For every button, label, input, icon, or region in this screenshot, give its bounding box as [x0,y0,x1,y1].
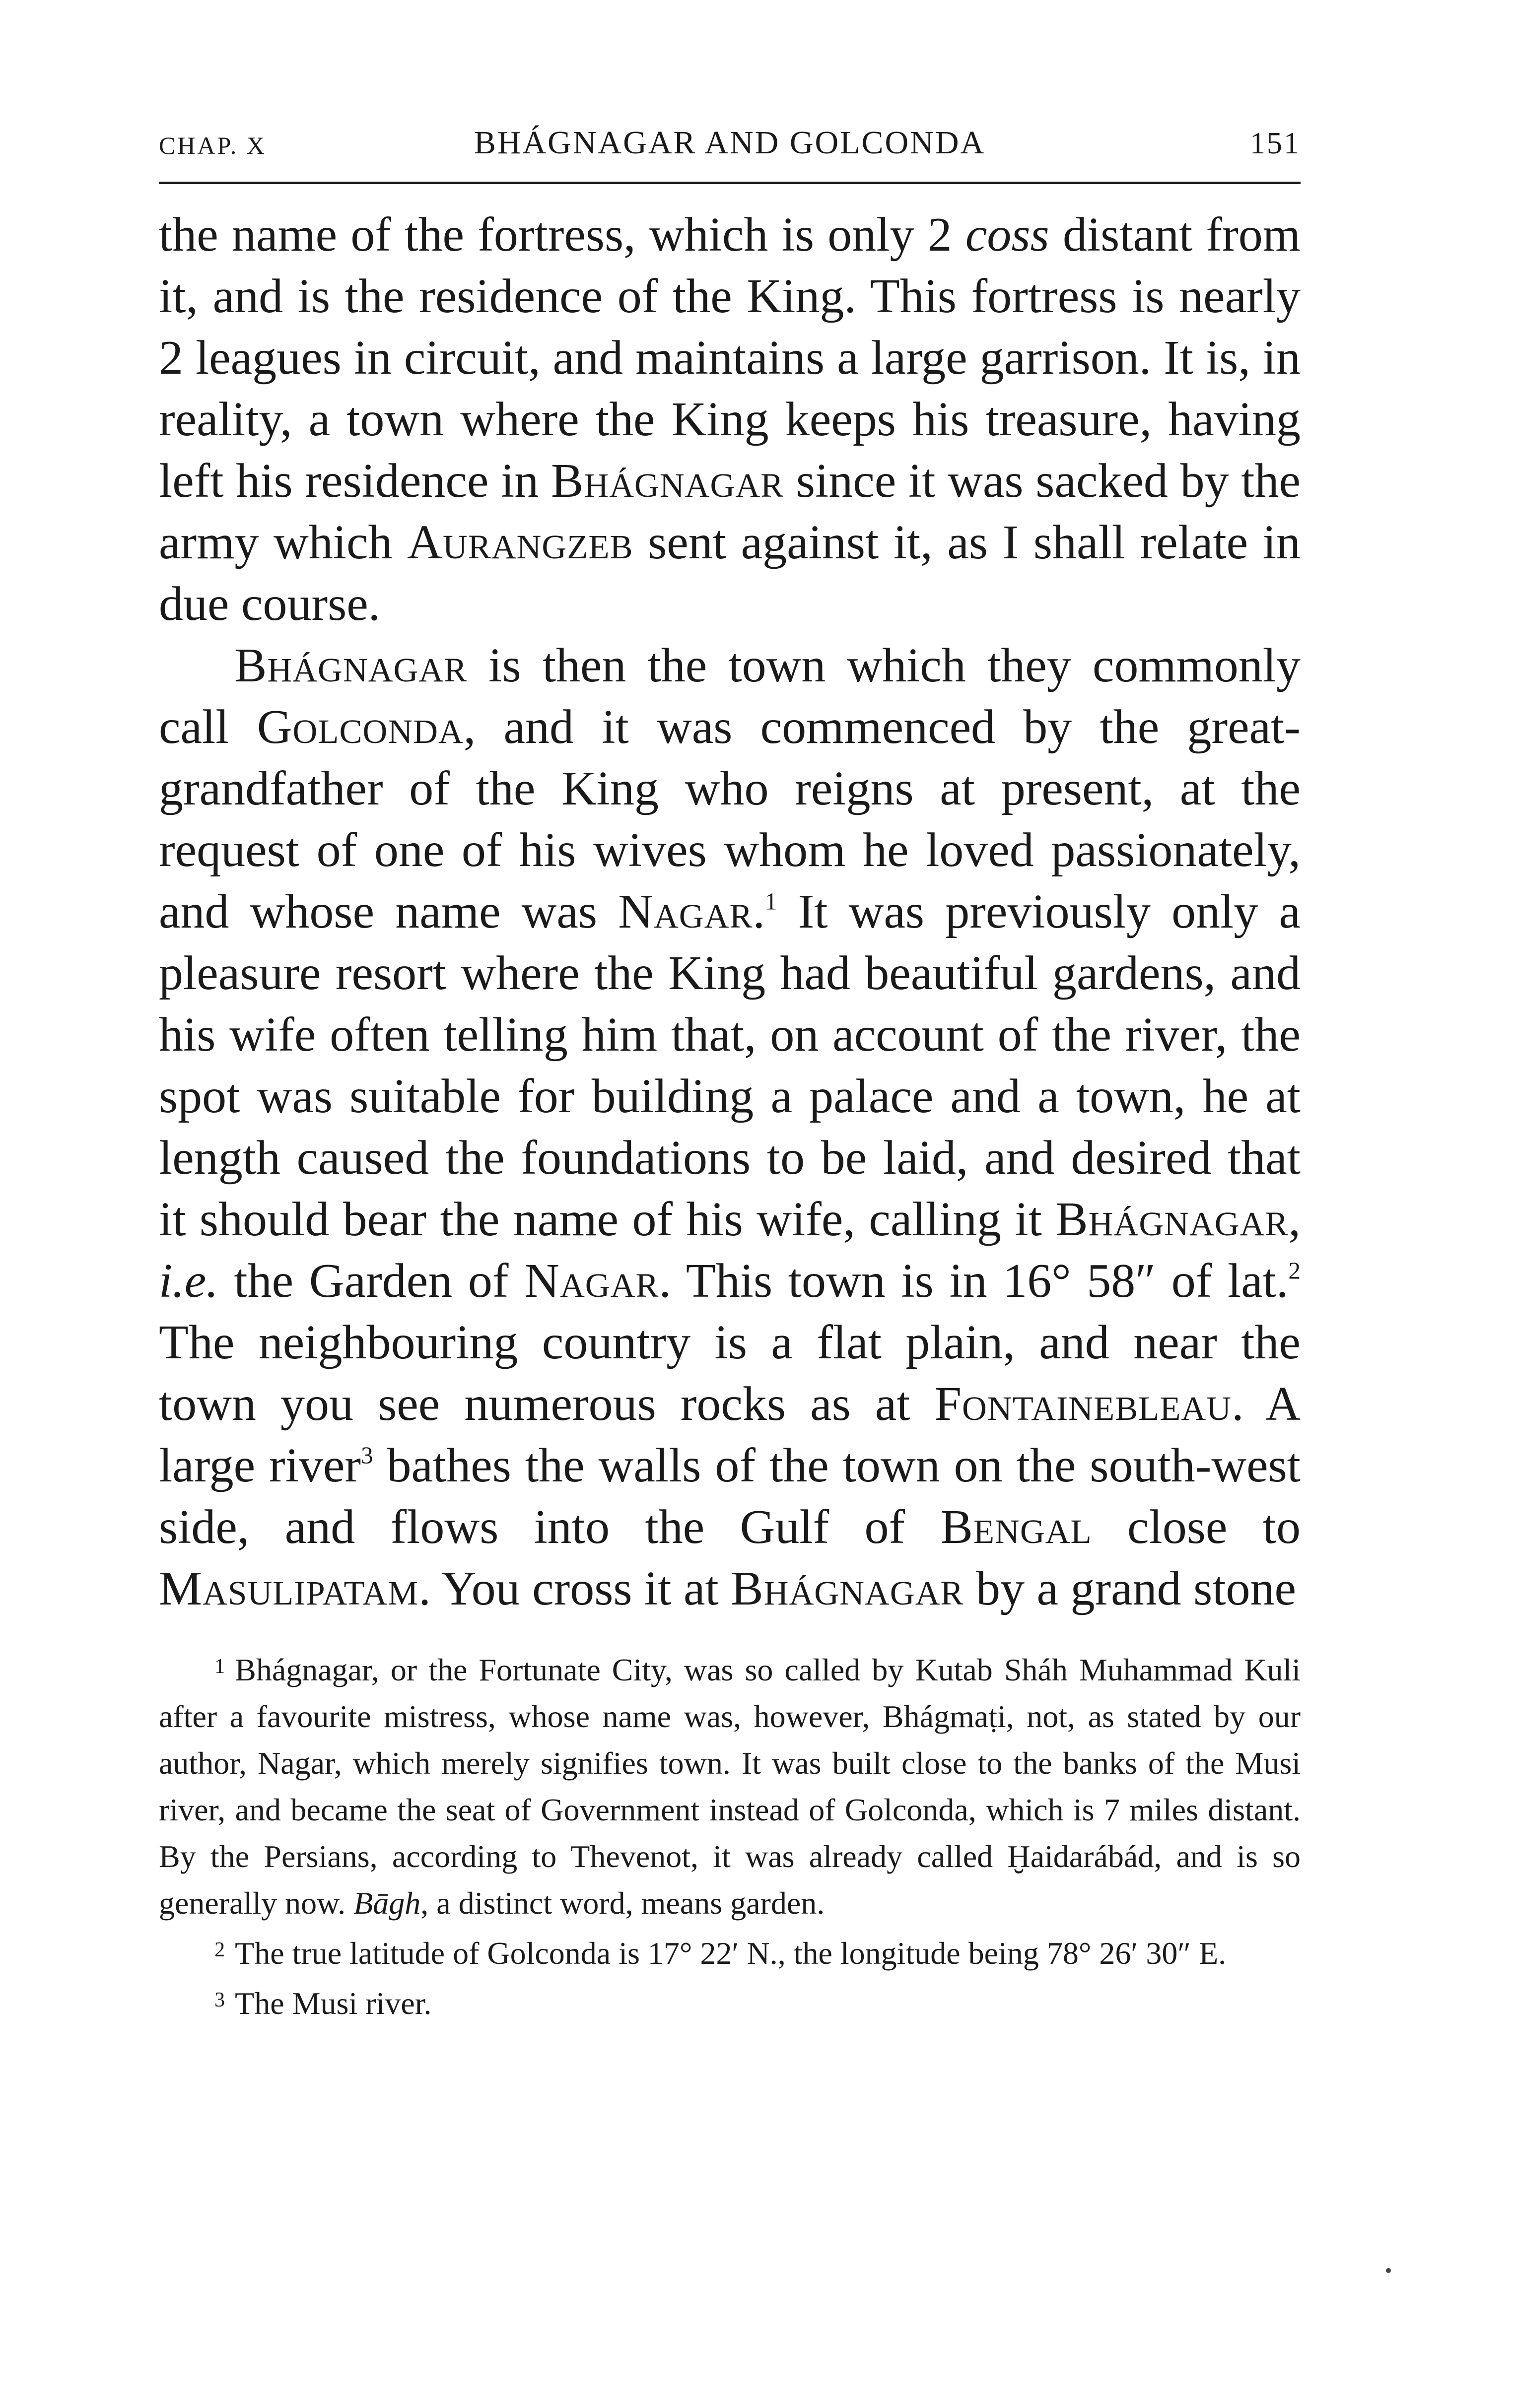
footnote-1: $^1$ Bhágnagar, or the Fortunate City, was so called by Kutab Sháh Muhammad Kuli after a favourite mistress, whose name was, however, Bhágmaṭi, not, as stated by our author, Nagar, which merely signifies town. It was built close to the banks of the Musi river, and became the seat of Government instead of Golconda, which is 7 miles distant. By the Persians, according to Thevenot, it was already called Ḫaidarábád, and is so generally now. Bāgh, a distinct word, means garden. [159,1652,1301,1921]
place-name: Golconda [257,700,464,754]
chapter-label: CHAP. X [159,132,267,159]
footnote-number: 2 [214,1938,225,1961]
person-name: Nagar [524,1254,659,1308]
header-rule [159,182,1301,184]
running-head [159,119,1301,174]
footnote-3: $^3$ The Musi river. [214,1985,432,2021]
person-name: Aurangzeb [407,516,633,569]
footnote-ref-2: 2 [1288,1257,1301,1284]
footnote-number: 1 [214,1655,225,1678]
place-name: Bhágnagar [731,1562,964,1615]
body-text [159,204,1301,1619]
place-name: Masulipatam [159,1562,419,1615]
footnotes [159,1643,1301,2026]
person-name: Nagar [618,885,753,938]
ink-speck [1386,2268,1391,2273]
paragraph-1: the name of the fortress, which is only 2 coss distant from it, and is the residence of the King. This fortress is nearly 2 leagues in circuit, and maintains a large garrison. It is, in reality, a town where the King keeps his treasure, having left his residence in Bhágnagar since it was sacked by the army which Aurangzeb sent against it, as I shall relate in due course. [159,208,1301,631]
book-page [159,119,1301,2026]
place-name: Bhágnagar [551,454,784,508]
page-number: 151 [1250,127,1301,160]
paragraph-2: Bhágnagar is then the town which they commonly call Golconda, and it was commenced by the great-grandfather of the King who reigns at present, at the request of one of his wives whom he loved passionately, and whose name was Nagar.$^1$ It was previously only a pleasure resort where the King had beautiful gardens, and his wife often telling him that, on account of the river, the spot was suitable for building a palace and a town, he at length caused the foundations to be laid, and desired that it should bear the name of his wife, calling it Bhágnagar, i.e. the Garden of Nagar. This town is in 16° 58″ of lat.$^2$ The neighbouring country is a flat plain, and near the town you see numerous rocks as at Fontainebleau. A large river$^3$ bathes the walls of the town on the south-west side, and flows into the Gulf of Bengal close to Masulipatam. You cross it at Bhágnagar by a grand stone [159,639,1301,1615]
footnote-number: 3 [214,1988,225,2011]
footnote-ref-1: 1 [764,887,777,915]
place-name: Bhágnagar [234,639,468,692]
place-name: Bhágnagar [1055,1193,1289,1246]
footnote-2: $^2$ The true latitude of Golconda is 17° 22′ N., the longitude being 78° 26′ 30″ E. [214,1935,1227,1971]
place-name: Bengal [940,1500,1092,1554]
place-name: Fontainebleau [934,1377,1232,1431]
running-title: BHÁGNAGAR AND GOLCONDA [474,125,986,161]
footnote-ref-3: 3 [361,1441,373,1469]
